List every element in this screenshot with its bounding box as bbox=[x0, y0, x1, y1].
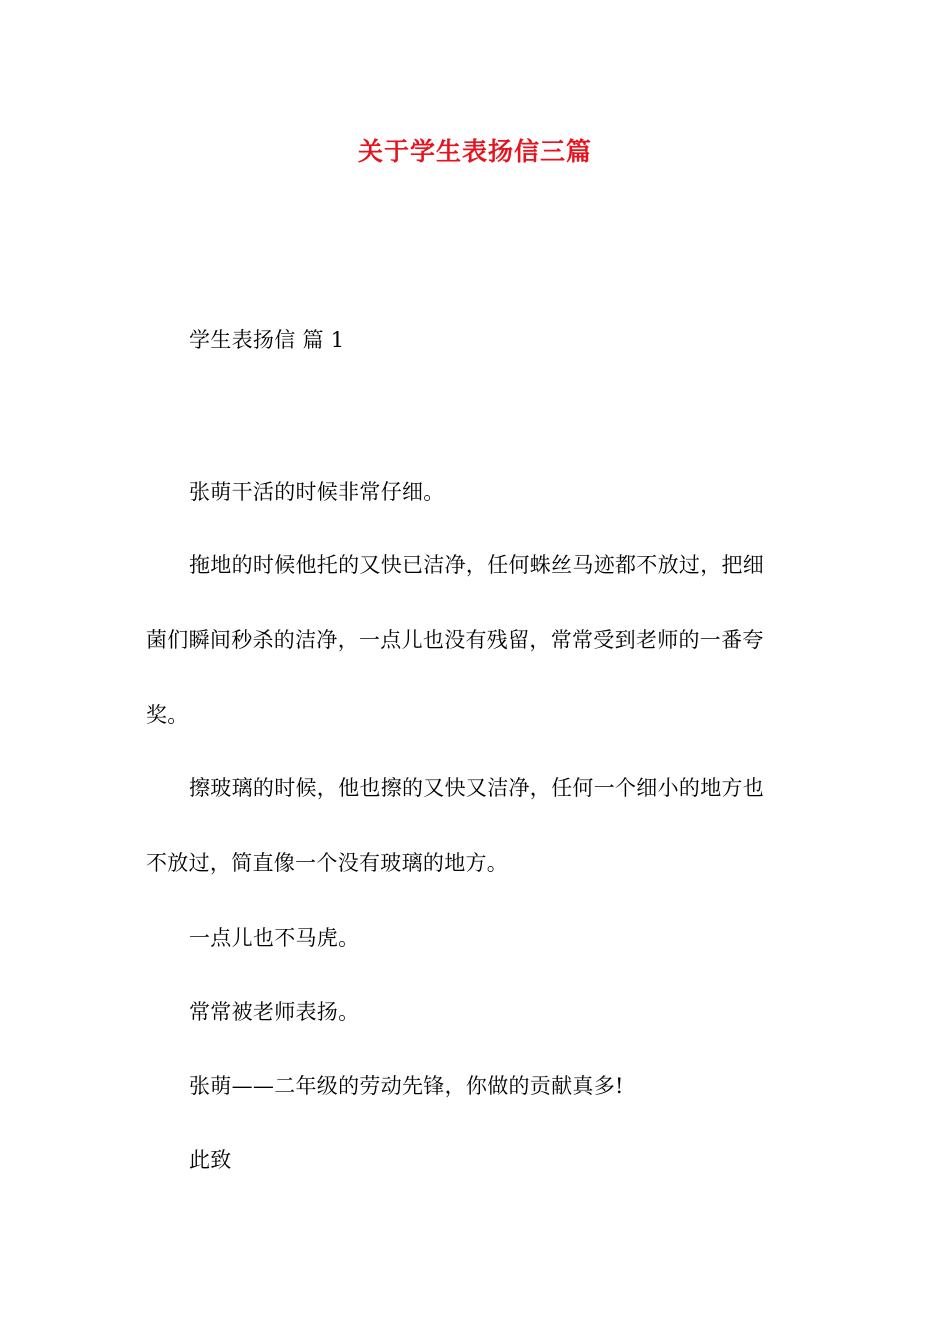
paragraph-line: 拖地的时候他托的又快已洁净，任何蛛丝马迹都不放过，把细 bbox=[189, 553, 765, 577]
paragraph-line: 张萌干活的时候非常仔细。 bbox=[189, 480, 445, 504]
document-title: 关于学生表扬信三篇 bbox=[357, 137, 592, 166]
paragraph-line: 张萌——二年级的劳动先锋，你做的贡献真多! bbox=[189, 1074, 624, 1098]
paragraph-line: 一点儿也不马虎。 bbox=[189, 926, 360, 950]
section-heading: 学生表扬信 篇 1 bbox=[189, 328, 345, 352]
paragraph-line: 菌们瞬间秒杀的洁净，一点儿也没有残留，常常受到老师的一番夸 bbox=[146, 628, 764, 652]
paragraph-line: 奖。 bbox=[146, 703, 189, 727]
paragraph-line: 不放过，简直像一个没有玻璃的地方。 bbox=[146, 851, 509, 875]
closing-line: 此致 bbox=[189, 1148, 232, 1172]
paragraph-line: 常常被老师表扬。 bbox=[189, 1000, 360, 1024]
paragraph-line: 擦玻璃的时候，他也擦的又快又洁净，任何一个细小的地方也 bbox=[189, 776, 765, 800]
